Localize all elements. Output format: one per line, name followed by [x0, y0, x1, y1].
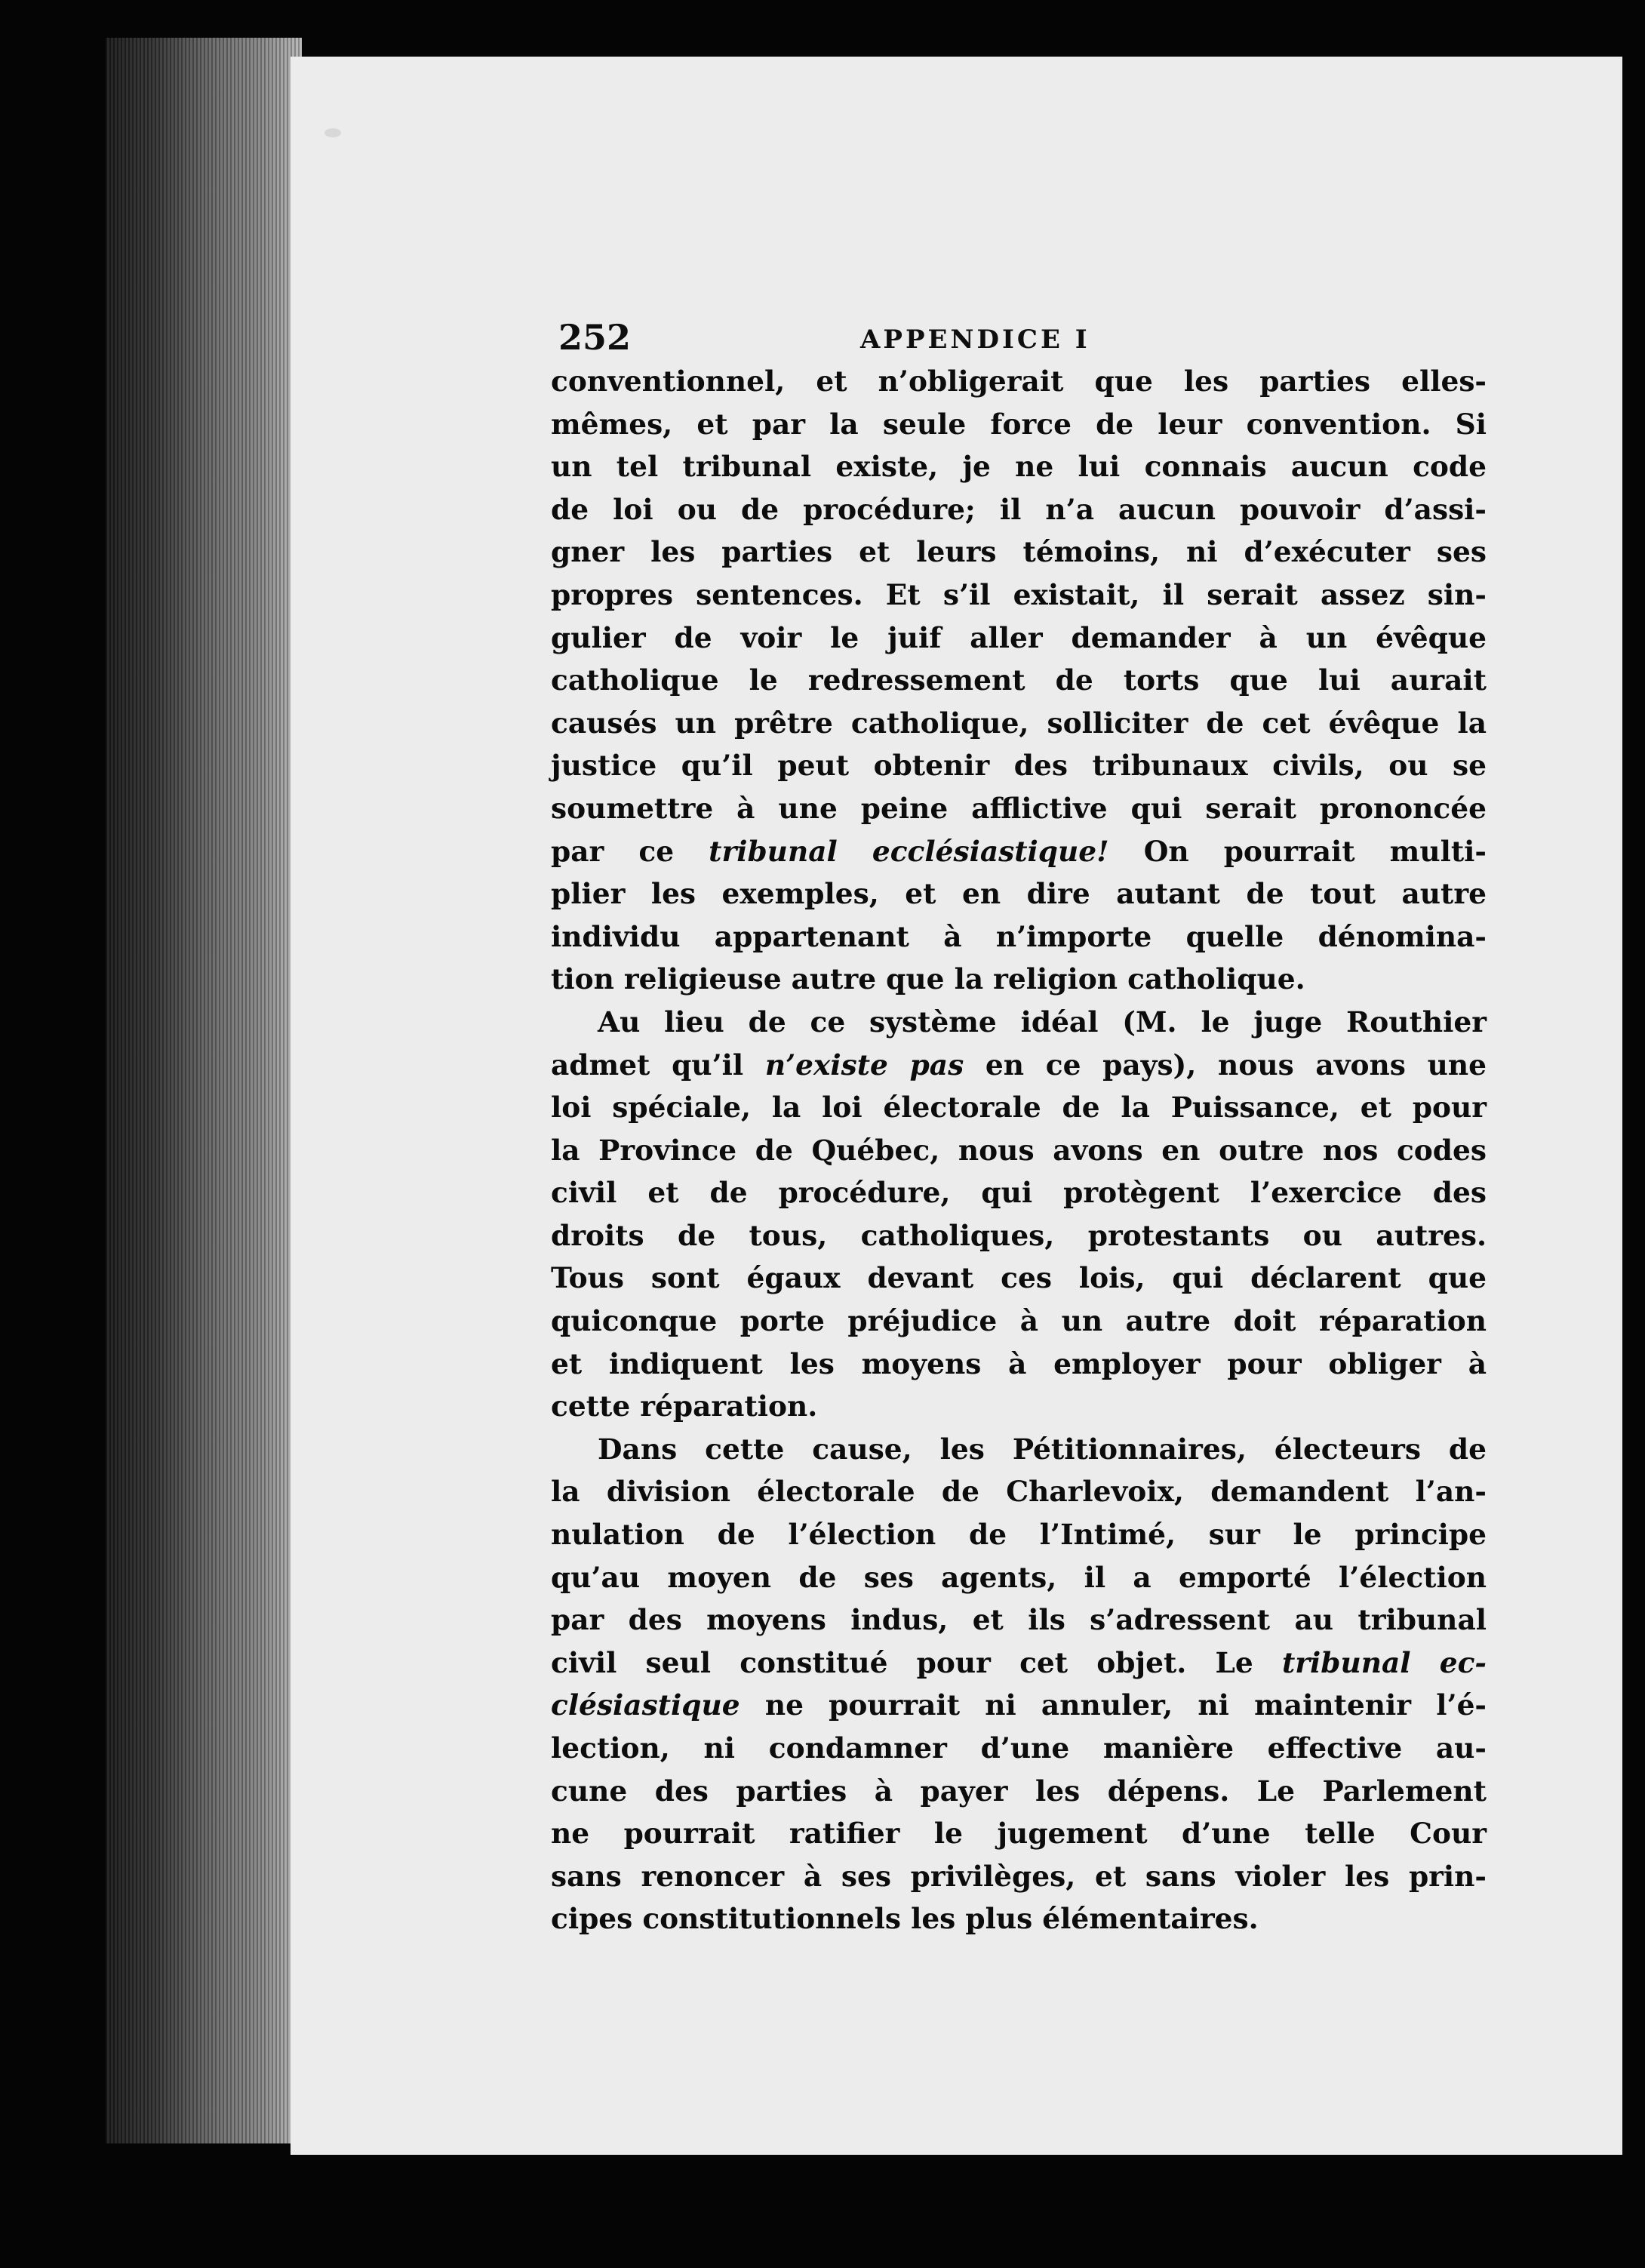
text-line [551, 830, 1487, 873]
text-line [551, 1770, 1487, 1813]
text-line [551, 531, 1487, 574]
text-line [551, 1343, 1487, 1386]
text-segment: On pourrait multi- [1108, 834, 1487, 868]
emphasized-text: n’existe pas [764, 1048, 964, 1082]
text-segment: de loi ou de procédure; il n’a aucun pouvoir d’assi- [551, 492, 1487, 526]
text-segment: cune des parties à payer les dépens. Le Parlement [551, 1774, 1487, 1808]
text-line [551, 574, 1487, 617]
emphasized-text: tribunal ec- [1281, 1645, 1487, 1679]
text-line [551, 1470, 1487, 1513]
text-line [551, 1129, 1487, 1172]
text-segment: civil et de procédure, qui protègent l’exercice des [551, 1176, 1487, 1210]
text-segment: tion religieuse autre que la religion catholique. [551, 962, 1305, 996]
text-line [551, 1642, 1487, 1685]
text-line [551, 1385, 1487, 1428]
text-segment: cette réparation. [551, 1389, 818, 1423]
paragraph [551, 1001, 1487, 1428]
text-segment: ne pourrait ni annuler, ni maintenir l’é- [739, 1688, 1487, 1722]
text-segment: lection, ni condamner d’une manière effective au- [551, 1731, 1487, 1765]
text-segment: propres sentences. Et s’il existait, il serait assez sin- [551, 577, 1487, 611]
text-line [551, 702, 1487, 745]
text-segment: soumettre à une peine afflictive qui serait prononcée [551, 791, 1487, 825]
text-segment: la Province de Québec, nous avons en outre nos codes [551, 1133, 1487, 1167]
text-line [551, 1428, 1487, 1471]
text-line [551, 1684, 1487, 1727]
paper-blemish [324, 128, 341, 137]
text-line [551, 1897, 1487, 1940]
text-segment: gulier de voir le juif aller demander à un évêque [551, 620, 1487, 654]
text-segment: par des moyens indus, et ils s’adressent au tribunal [551, 1603, 1487, 1637]
text-segment: plier les exemples, et en dire autant de tout autre [551, 877, 1487, 911]
text-line [551, 1044, 1487, 1087]
text-segment: civil seul constitué pour cet objet. Le [551, 1645, 1282, 1679]
text-line [551, 1171, 1487, 1214]
text-segment: gner les parties et leurs témoins, ni d’exécuter ses [551, 535, 1487, 569]
section-title: APPENDICE I [860, 325, 1090, 355]
text-line [551, 1855, 1487, 1898]
text-segment: loi spéciale, la loi électorale de la Puissance, et pour [551, 1091, 1487, 1125]
text-line [551, 872, 1487, 916]
text-line [551, 1812, 1487, 1855]
text-segment: cipes constitutionnels les plus élémentaires. [551, 1902, 1259, 1936]
running-head [551, 268, 1487, 358]
text-segment: conventionnel, et n’obligerait que les parties elles- [551, 365, 1487, 398]
text-line [551, 787, 1487, 830]
paragraph [551, 1428, 1487, 1940]
paragraph [551, 360, 1487, 1001]
page-number: 252 [558, 317, 632, 358]
text-segment: ne pourrait ratifier le jugement d’une telle Cour [551, 1817, 1487, 1851]
text-segment: causés un prêtre catholique, solliciter de cet évêque la [551, 706, 1487, 740]
book-page [291, 57, 1622, 2155]
text-segment: et indiquent les moyens à employer pour obliger à [551, 1346, 1487, 1380]
text-line [551, 1727, 1487, 1770]
text-line [551, 659, 1487, 702]
text-line [551, 744, 1487, 787]
text-segment: justice qu’il peut obtenir des tribunaux civils, ou se [551, 749, 1487, 783]
text-line [551, 1599, 1487, 1642]
text-segment: catholique le redressement de torts que lui aurait [551, 663, 1487, 697]
text-segment: droits de tous, catholiques, protestants ou autres. [551, 1218, 1487, 1252]
text-line [551, 403, 1487, 446]
text-line [551, 1513, 1487, 1556]
text-segment: qu’au moyen de ses agents, il a emporté l’élection [551, 1560, 1487, 1594]
emphasized-text: tribunal ecclésiastique! [709, 834, 1109, 868]
text-segment: sans renoncer à ses privilèges, et sans violer les prin- [551, 1859, 1487, 1893]
text-line [551, 958, 1487, 1001]
text-segment: un tel tribunal existe, je ne lui connais aucun code [551, 450, 1487, 484]
text-segment: par ce [551, 834, 709, 868]
text-segment: individu appartenant à n’importe quelle dénomina- [551, 919, 1487, 953]
text-line [551, 1556, 1487, 1599]
emphasized-text: clésiastique [551, 1688, 740, 1722]
text-line [551, 1300, 1487, 1343]
text-line [551, 445, 1487, 488]
text-segment: Tous sont égaux devant ces lois, qui déclarent que [551, 1261, 1487, 1295]
text-line [551, 488, 1487, 531]
text-segment: Dans cette cause, les Pétitionnaires, électeurs de [598, 1432, 1487, 1466]
text-line [551, 1257, 1487, 1300]
text-segment: nulation de l’élection de l’Intimé, sur le principe [551, 1518, 1487, 1552]
text-segment: mêmes, et par la seule force de leur convention. Si [551, 407, 1487, 441]
book-page-edges [106, 38, 302, 2143]
text-line [551, 360, 1487, 403]
text-segment: en ce pays), nous avons une [964, 1048, 1487, 1082]
text-segment: admet qu’il [551, 1048, 765, 1082]
page-content [551, 268, 1487, 1940]
text-line [551, 617, 1487, 660]
text-line [551, 1086, 1487, 1129]
text-segment: quiconque porte préjudice à un autre doit réparation [551, 1304, 1487, 1338]
text-line [551, 916, 1487, 959]
text-line [551, 1214, 1487, 1257]
body-text [551, 360, 1487, 1940]
text-line [551, 1001, 1487, 1044]
text-segment: la division électorale de Charlevoix, demandent l’an- [551, 1475, 1487, 1509]
text-segment: Au lieu de ce système idéal (M. le juge Routhier [598, 1005, 1487, 1039]
